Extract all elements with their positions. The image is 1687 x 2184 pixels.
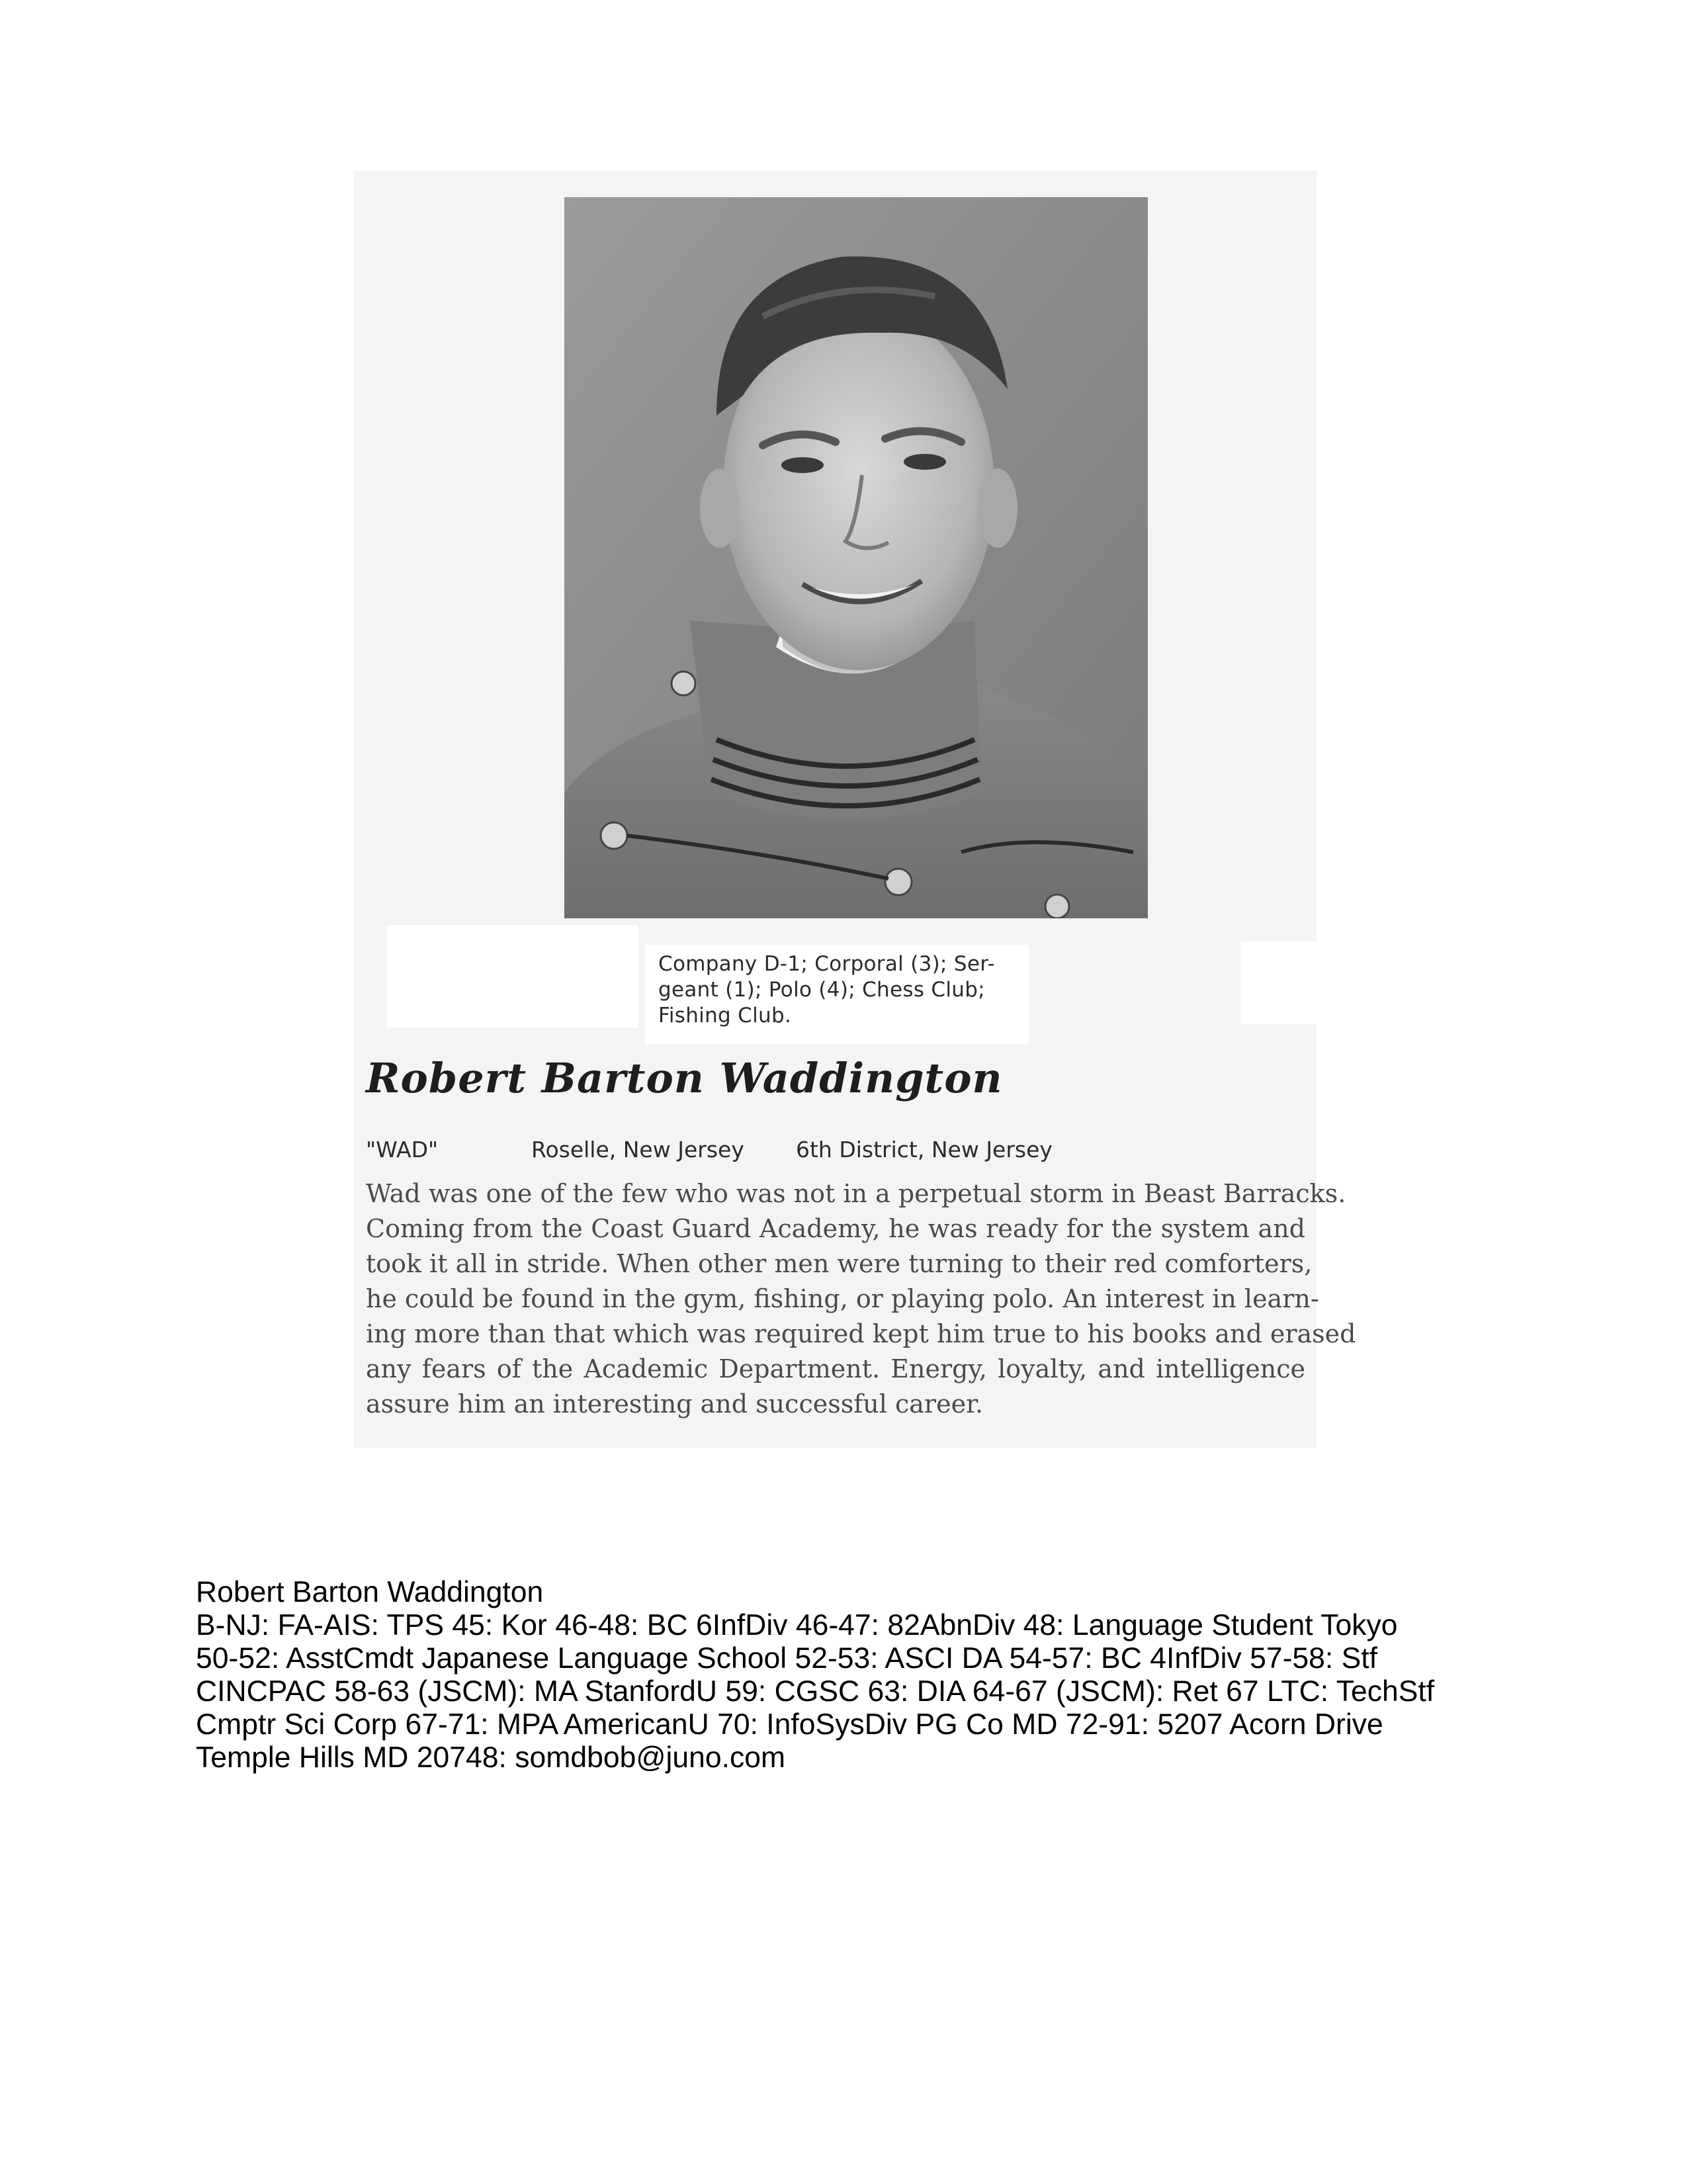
caption-line: Fishing Club. (658, 1004, 792, 1027)
bio-line: ing more than that which was required kept him true to his books and erased (366, 1319, 1356, 1348)
cadet-name-heading: Robert Barton Waddington (366, 1054, 1003, 1102)
activities-caption (645, 945, 1029, 1044)
cadet-district: 6th District, New Jersey (796, 1137, 1053, 1162)
cadet-facts-row (366, 1137, 1305, 1170)
career-summary-line: Cmptr Sci Corp 67-71: MPA AmericanU 70: InfoSysDiv PG Co MD 72-91: 5207 Acorn Drive (196, 1708, 1383, 1741)
caption-line: geant (1); Polo (4); Chess Club; (658, 978, 985, 1002)
career-summary-line: B-NJ: FA-AIS: TPS 45: Kor 46-48: BC 6InfDiv 46-47: 82AbnDiv 48: Language Student Tokyo (196, 1609, 1398, 1641)
career-summary-name: Robert Barton Waddington (196, 1576, 544, 1608)
bio-line: Coming from the Coast Guard Academy, he was ready for the system and (366, 1214, 1305, 1243)
caption-line: Company D-1; Corporal (3); Ser- (658, 952, 995, 976)
yearbook-scan (354, 171, 1356, 1448)
cadet-portrait-photo (564, 197, 1148, 918)
cadet-biography (366, 1176, 1356, 1422)
career-summary-line: CINCPAC 58-63 (JSCM): MA StanfordU 59: CGSC 63: DIA 64-67 (JSCM): Ret 67 LTC: TechStf (196, 1675, 1435, 1708)
career-summary-contact: Temple Hills MD 20748: somdbob@juno.com (196, 1741, 786, 1774)
bio-line: took it all in stride. When other men were turning to their red comforters, (366, 1249, 1313, 1278)
bio-line: he could be found in the gym, fishing, or playing polo. An interest in learn- (366, 1284, 1319, 1313)
bio-line: Wad was one of the few who was not in a perpetual storm in Beast Barracks. (366, 1179, 1346, 1208)
activities-caption-text (658, 951, 1029, 1029)
cadet-hometown: Roselle, New Jersey (531, 1137, 744, 1162)
bio-line: any fears of the Academic Department. Energy, loyalty, and intelligence (366, 1354, 1305, 1383)
cadet-nickname: "WAD" (366, 1137, 439, 1162)
bio-line: assure him an interesting and successful career. (366, 1389, 984, 1419)
career-summary-line: 50-52: AsstCmdt Japanese Language School 52-53: ASCI DA 54-57: BC 4InfDiv 57-58: Stf (196, 1642, 1378, 1675)
career-summary (196, 1576, 1519, 1774)
scan-margin-patch (1240, 941, 1317, 1024)
scan-margin-patch (387, 925, 638, 1027)
